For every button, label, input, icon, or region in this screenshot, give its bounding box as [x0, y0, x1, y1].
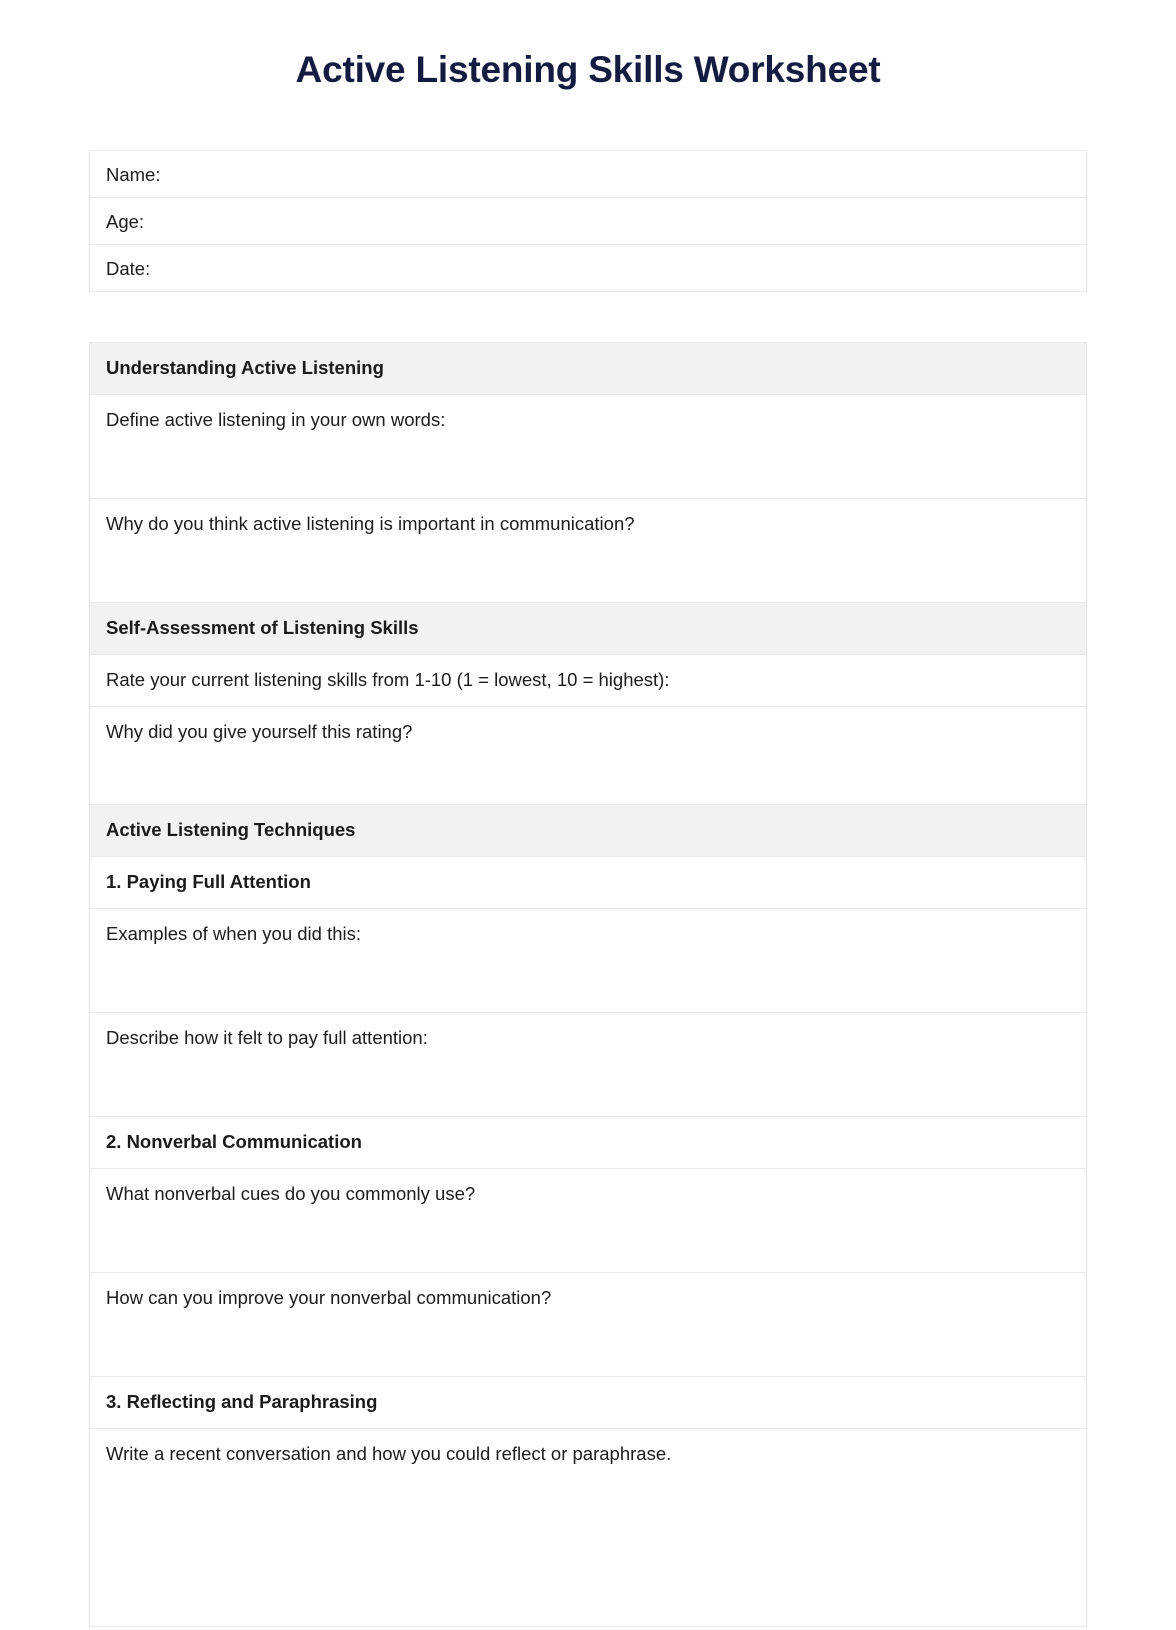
prompt-cell-inner — [90, 707, 1086, 804]
info-row[interactable] — [90, 151, 1087, 198]
prompt-answer-cell[interactable] — [90, 909, 1087, 1013]
prompt-row[interactable] — [90, 1169, 1087, 1273]
prompt-cell-inner — [90, 499, 1086, 602]
info-cell[interactable] — [90, 198, 1087, 245]
prompt-label-how-can-you-improve-your-nonverbal-commu: How can you improve your nonverbal communication? — [106, 1287, 552, 1309]
prompt-answer-cell[interactable] — [90, 707, 1087, 805]
page-title: Active Listening Skills Worksheet — [295, 49, 881, 90]
prompt-answer-cell[interactable] — [90, 1013, 1087, 1117]
subsection-header-row — [90, 857, 1087, 909]
prompt-row[interactable] — [90, 655, 1087, 707]
info-field-label: Name: — [106, 164, 161, 186]
prompt-row[interactable] — [90, 395, 1087, 499]
prompt-label-describe-how-it-felt-to-pay-full-attenti: Describe how it felt to pay full attention: — [106, 1027, 428, 1049]
section-header-cell — [90, 805, 1087, 857]
info-field-label: Date: — [106, 258, 151, 280]
subsection-heading-2-nonverbal-communication: 2. Nonverbal Communication — [106, 1131, 362, 1153]
info-cell[interactable] — [90, 151, 1087, 198]
participant-info-rows — [90, 151, 1087, 292]
prompt-row[interactable] — [90, 909, 1087, 1013]
info-field-label: Age: — [106, 211, 145, 233]
info-row[interactable] — [90, 198, 1087, 245]
prompt-label-why-do-you-think-active-listening-is-imp: Why do you think active listening is important in communication? — [106, 513, 635, 535]
prompt-row[interactable] — [90, 1013, 1087, 1117]
participant-info-table — [89, 150, 1087, 292]
answer-writing-space[interactable] — [106, 537, 1070, 589]
section-header-row — [90, 343, 1087, 395]
section-header-row — [90, 805, 1087, 857]
prompt-label-why-did-you-give-yourself-this-rating: Why did you give yourself this rating? — [106, 721, 413, 743]
prompt-label-define-active-listening-in-your-own-word: Define active listening in your own words: — [106, 409, 446, 431]
prompt-row[interactable] — [90, 1273, 1087, 1377]
answer-writing-space[interactable] — [106, 1311, 1070, 1363]
info-row[interactable] — [90, 245, 1087, 292]
prompt-answer-cell[interactable] — [90, 1169, 1087, 1273]
subsection-header-row — [90, 1376, 1087, 1428]
answer-writing-space[interactable] — [106, 1207, 1070, 1259]
prompt-label-write-a-recent-conversation-and-how-you-: Write a recent conversation and how you could reflect or paraphrase. — [106, 1442, 672, 1464]
answer-writing-space[interactable] — [106, 745, 1070, 791]
prompt-answer-cell[interactable] — [90, 1428, 1087, 1626]
subsection-header-row — [90, 1117, 1087, 1169]
info-cell[interactable] — [90, 245, 1087, 292]
prompt-label-examples-of-when-you-did-this: Examples of when you did this: — [106, 923, 362, 945]
prompt-cell-inner — [90, 395, 1086, 498]
subsection-header-cell — [90, 1376, 1087, 1428]
prompt-cell-inner — [90, 909, 1086, 1012]
section-header-cell — [90, 603, 1087, 655]
answer-writing-space[interactable] — [106, 1467, 1070, 1613]
prompt-answer-cell[interactable] — [90, 395, 1087, 499]
prompt-cell-inner — [90, 1273, 1086, 1376]
section-header-cell — [90, 343, 1087, 395]
prompt-cell-inner — [90, 655, 1086, 706]
worksheet-body-rows — [90, 343, 1087, 1627]
subsection-heading-1-paying-full-attention: 1. Paying Full Attention — [106, 871, 311, 893]
prompt-row[interactable] — [90, 1428, 1087, 1626]
prompt-cell-inner — [90, 1429, 1086, 1626]
prompt-cell-inner — [90, 1169, 1086, 1272]
prompt-answer-cell[interactable] — [90, 499, 1087, 603]
answer-writing-space[interactable] — [106, 1051, 1070, 1103]
subsection-header-cell — [90, 1117, 1087, 1169]
prompt-label-rate-your-current-listening-skills-from-: Rate your current listening skills from 1-10 (1 = lowest, 10 = highest): — [106, 669, 670, 691]
prompt-row[interactable] — [90, 499, 1087, 603]
worksheet-body-table — [89, 342, 1087, 1627]
section-heading-self-assessment-of-listening-skills: Self-Assessment of Listening Skills — [106, 617, 419, 639]
section-heading-active-listening-techniques: Active Listening Techniques — [106, 819, 356, 841]
answer-writing-space[interactable] — [106, 947, 1070, 999]
prompt-row[interactable] — [90, 707, 1087, 805]
answer-writing-space[interactable] — [106, 433, 1070, 485]
prompt-label-what-nonverbal-cues-do-you-commonly-use: What nonverbal cues do you commonly use? — [106, 1183, 476, 1205]
prompt-cell-inner — [90, 1013, 1086, 1116]
section-header-row — [90, 603, 1087, 655]
prompt-answer-cell[interactable] — [90, 1273, 1087, 1377]
subsection-header-cell — [90, 857, 1087, 909]
section-heading-understanding-active-listening: Understanding Active Listening — [106, 357, 384, 379]
prompt-answer-cell[interactable] — [90, 655, 1087, 707]
subsection-heading-3-reflecting-and-paraphrasing: 3. Reflecting and Paraphrasing — [106, 1390, 378, 1412]
